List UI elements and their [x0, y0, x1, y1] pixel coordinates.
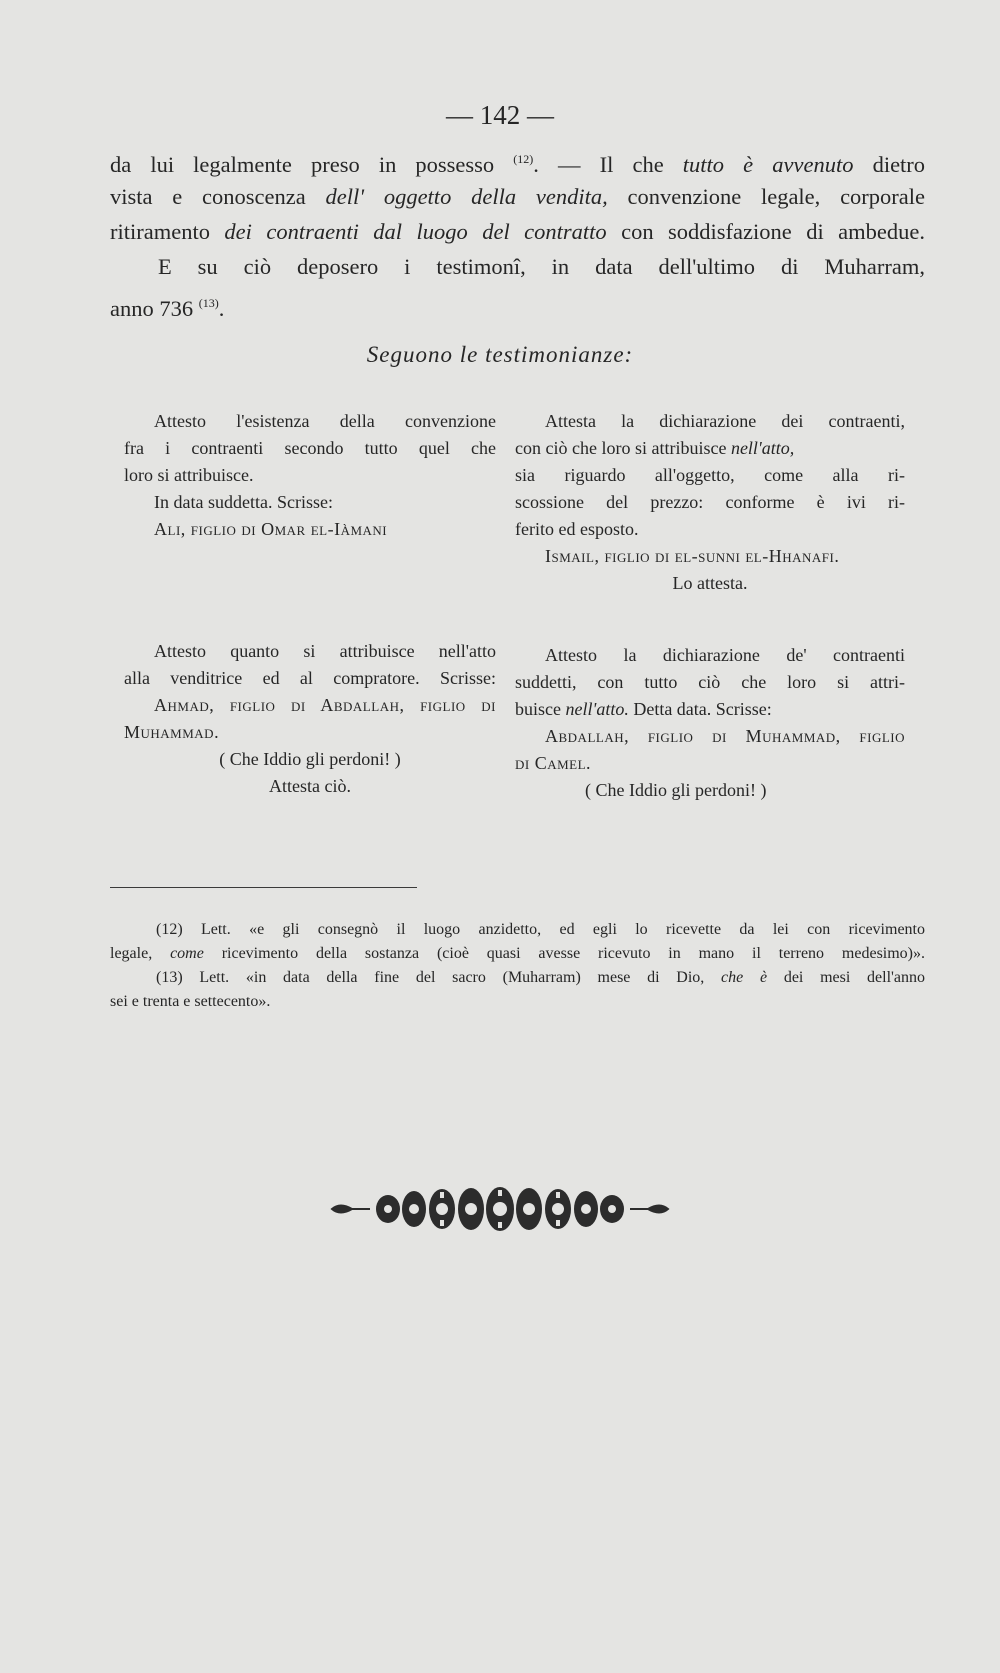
witness-statement [124, 408, 496, 543]
footnote-13 [110, 966, 925, 990]
body-text: vista e conoscenza [110, 184, 306, 209]
statement-line: fra i contraenti secondo tutto quel che [124, 438, 496, 458]
ornament-icon [330, 1186, 670, 1232]
body-text: convenzione legale, corporale [627, 184, 926, 209]
statement-line: alla venditrice ed al compratore. Scrisse: [124, 668, 496, 688]
statement-line: Lo attesta. [672, 573, 748, 593]
footnote-text: legale, [110, 945, 153, 962]
witness-statement [515, 408, 905, 597]
footnote-line [110, 942, 925, 966]
statement-text: Detta data. Scrisse: [633, 699, 772, 719]
witness-statement [124, 638, 496, 800]
body-text: ritiramento [110, 219, 210, 244]
body-text: da lui legalmente preso in possesso [110, 152, 495, 177]
body-text: . [218, 296, 225, 321]
witness-signature: di Camel. [515, 753, 592, 773]
witness-statement [515, 642, 905, 804]
footnote-italic: come [170, 945, 204, 962]
statement-line: Attesto la dichiarazione de' contraenti [545, 645, 905, 665]
statement-line: loro si attribuisce. [124, 465, 254, 485]
body-line [110, 143, 925, 181]
body-line [110, 180, 925, 213]
footnote-12: (12) Lett. «e gli consegnò il luogo anzidetto, ed egli lo ricevette da lei con ricevimento [156, 921, 925, 938]
statement-line: sia riguardo all'oggetto, come alla ri- [515, 465, 905, 485]
statement-line: Attesto l'esistenza della convenzione [154, 411, 496, 431]
statement-line: scossione del prezzo: conforme è ivi ri- [515, 492, 905, 512]
footnote-divider [110, 887, 417, 888]
statement-italic: nell'atto, [730, 438, 795, 458]
statement-line: Attesta ciò. [269, 776, 351, 796]
footnote-text: (13) Lett. «in data della fine del sacro (Muharram) mese di Dio, [156, 969, 705, 986]
statement-line [515, 696, 905, 723]
body-italic: dei contraenti dal luogo del contratto [224, 219, 607, 244]
body-italic: tutto è avvenuto [682, 152, 854, 177]
body-text: . — Il che [533, 152, 664, 177]
statement-line: In data suddetta. Scrisse: [154, 492, 333, 512]
footnote-text: dei mesi dell'anno [783, 969, 926, 986]
statement-line: ( Che Iddio gli perdoni! ) [585, 780, 767, 800]
footnote-line: sei e trenta e settecento». [110, 993, 271, 1010]
statement-line: ferito ed esposto. [515, 519, 639, 539]
footnote-ref[interactable]: (13) [198, 296, 219, 310]
witness-signature: Ismail, figlio di el-sunni el-Hhanafi. [545, 546, 840, 566]
statement-line [515, 435, 905, 462]
statement-line: Attesto quanto si attribuisce nell'atto [154, 641, 496, 661]
footnote-italic: che è [721, 969, 768, 986]
witness-signature: Ali, figlio di Omar el-Iàmani [154, 519, 388, 539]
body-text: con soddisfazione di ambedue. [621, 219, 925, 244]
footnote-ref[interactable]: (12) [513, 152, 534, 166]
witness-signature: Muhammad. [124, 722, 220, 742]
body-text: anno 736 [110, 296, 194, 321]
footnote-text: ricevimento della sostanza (cioè quasi avesse ricevuto in mano il terreno medesimo)». [221, 945, 926, 962]
statement-line: ( Che Iddio gli perdoni! ) [219, 749, 401, 769]
body-text: dietro [872, 152, 926, 177]
footnotes [110, 918, 925, 1014]
statement-line: Attesta la dichiarazione dei contraenti, [545, 411, 905, 431]
body-italic: dell' oggetto della vendita, [325, 184, 608, 209]
body-line [110, 215, 925, 248]
body-text: E su ciò deposero i testimonî, in data dell'ultimo di Muharram, [158, 254, 925, 279]
page-number: — 142 — [446, 100, 554, 130]
statement-text: buisce [515, 699, 561, 719]
section-heading: Seguono le testimonianze: [366, 342, 634, 367]
witness-signature: Ahmad, figlio di Abdallah, figlio di [154, 695, 496, 715]
body-line [158, 250, 925, 283]
witness-signature: Abdallah, figlio di Muhammad, figlio [545, 726, 905, 746]
statement-line: suddetti, con tutto ciò che loro si attri- [515, 672, 905, 692]
statement-text: con ciò che loro si attribuisce [515, 438, 727, 458]
body-line [110, 287, 925, 325]
statement-italic: nell'atto. [565, 699, 629, 719]
